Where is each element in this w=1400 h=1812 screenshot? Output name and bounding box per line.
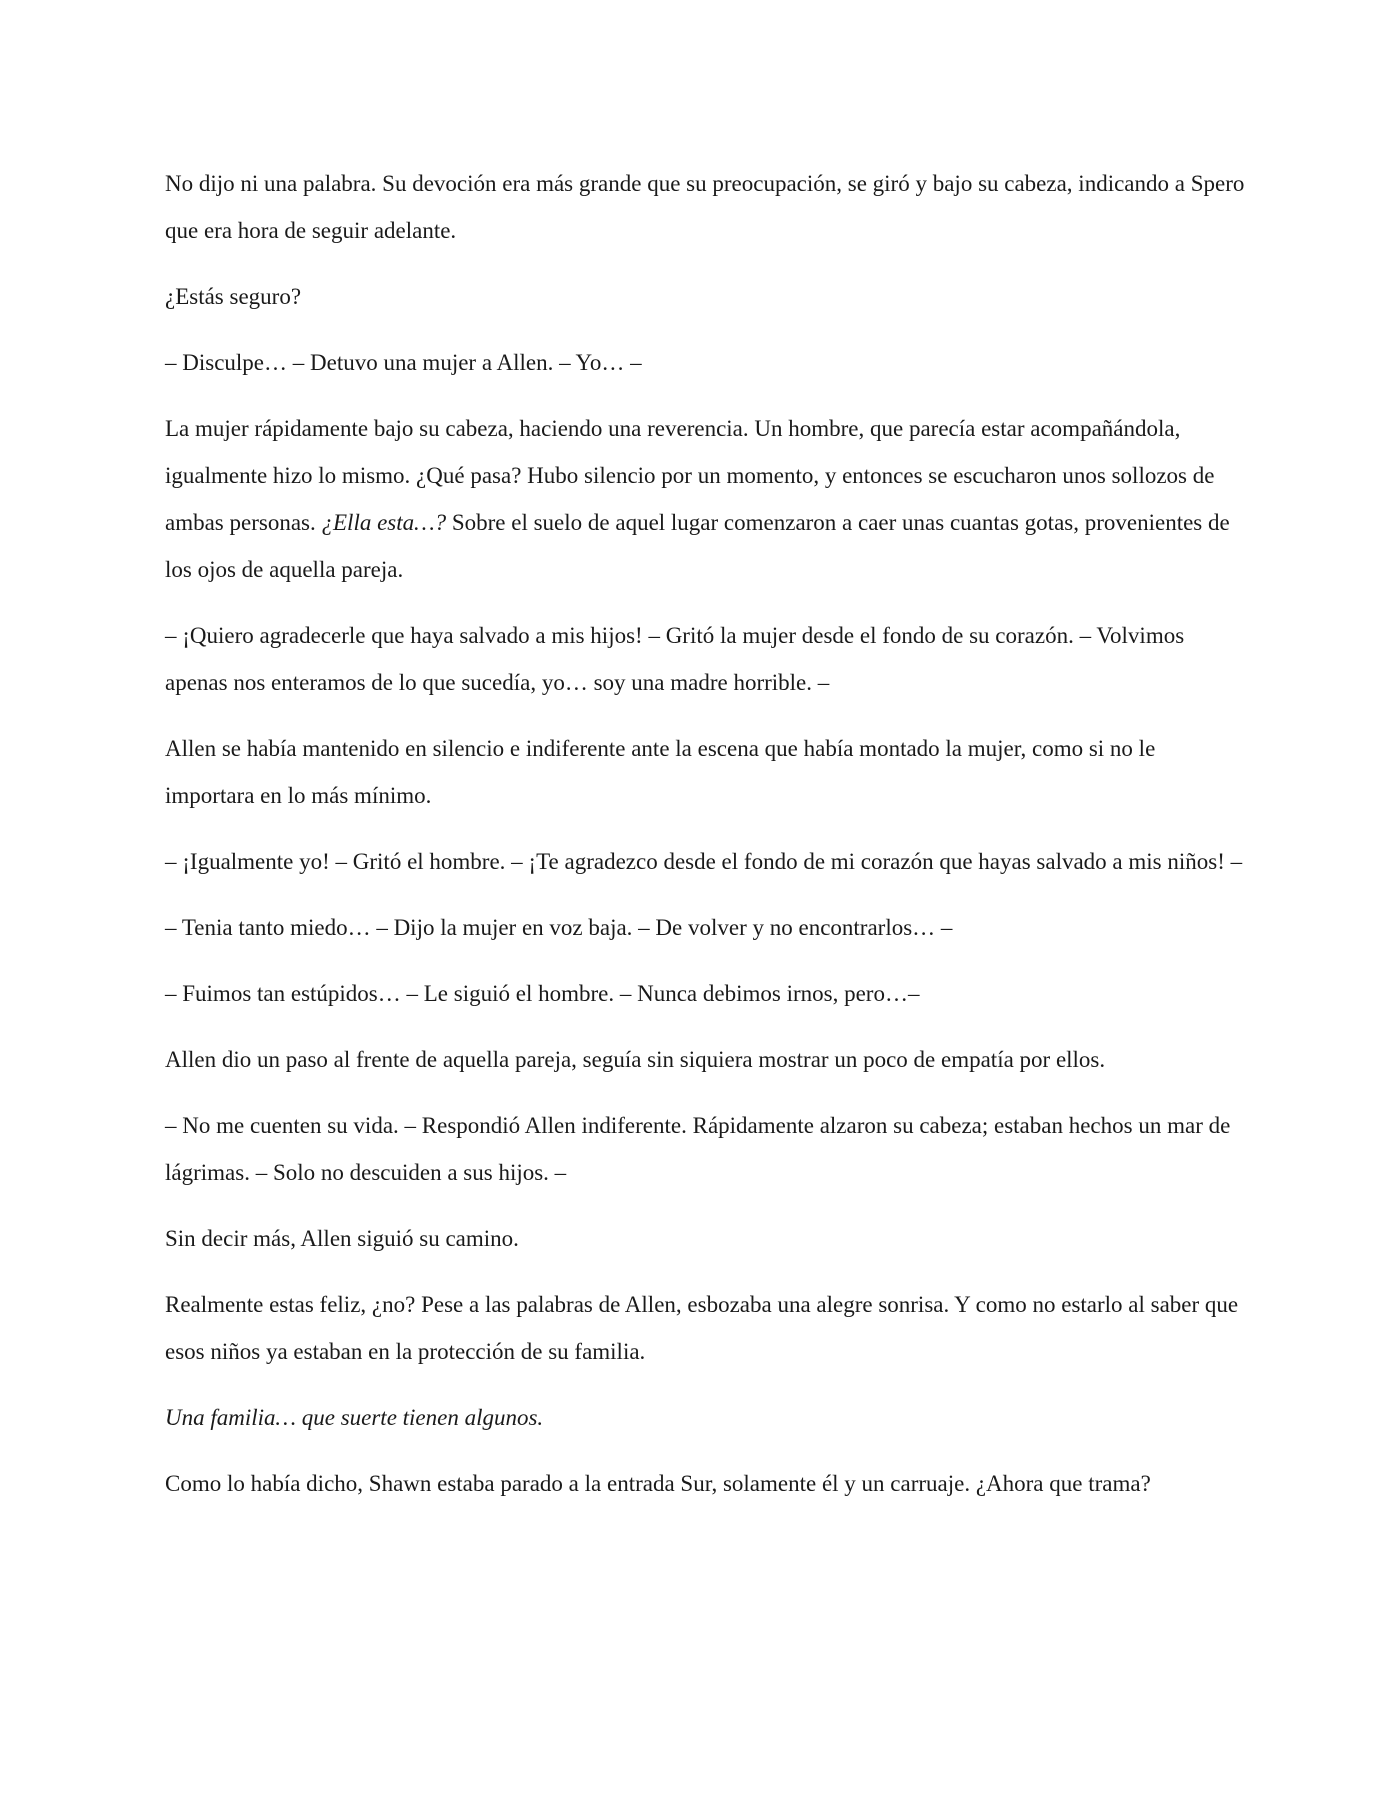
paragraph-text: – Disculpe… – Detuvo una mujer a Allen. – Yo… – (165, 350, 642, 375)
paragraph-text: La mujer rápidamente bajo su cabeza, haciendo una reverencia. Un hombre, que parecía estar acompañándola, igualmente hizo lo mismo. ¿Qué pasa? Hubo silencio por un momento, y entonces se escucharon unos sollozos de ambas personas. (165, 416, 1215, 535)
paragraph (165, 273, 1245, 320)
paragraph-text: – ¡Igualmente yo! – Gritó el hombre. – ¡Te agradezco desde el fondo de mi corazón que hayas salvado a mis niños! – (165, 849, 1243, 874)
paragraph-text: No dijo ni una palabra. Su devoción era más grande que su preocupación, se giró y bajo su cabeza, indicando a Spero que era hora de seguir adelante. (165, 171, 1245, 243)
paragraph-text: Realmente estas feliz, ¿no? Pese a las palabras de Allen, esbozaba una alegre sonrisa. Y como no estarlo al saber que esos niños ya estaban en la protección de su familia. (165, 1292, 1239, 1364)
paragraph (165, 405, 1245, 593)
paragraph-text: Como lo había dicho, Shawn estaba parado a la entrada Sur, solamente él y un carruaje. ¿Ahora que trama? (165, 1471, 1151, 1496)
paragraph-text: Sin decir más, Allen siguió su camino. (165, 1226, 519, 1251)
paragraph-italic-text: Una familia… que suerte tienen algunos. (165, 1405, 544, 1430)
paragraph-text: Sobre el suelo de aquel lugar comenzaron a caer unas cuantas gotas, provenientes de los ojos de aquella pareja. (165, 510, 1230, 582)
paragraph (165, 612, 1245, 706)
paragraph (165, 1215, 1245, 1262)
paragraph (165, 1394, 1245, 1441)
paragraph-italic-text: ¿Ella esta…? (321, 510, 447, 535)
paragraph-text: – ¡Quiero agradecerle que haya salvado a mis hijos! – Gritó la mujer desde el fondo de su corazón. – Volvimos apenas nos enteramos de lo que sucedía, yo… soy una madre horrible. – (165, 623, 1185, 695)
paragraph-text: ¿Estás seguro? (165, 284, 302, 309)
paragraph-text: Allen dio un paso al frente de aquella pareja, seguía sin siquiera mostrar un poco de empatía por ellos. (165, 1047, 1106, 1072)
paragraph (165, 1281, 1245, 1375)
paragraph (165, 339, 1245, 386)
paragraph-text: – Tenia tanto miedo… – Dijo la mujer en voz baja. – De volver y no encontrarlos… – (165, 915, 953, 940)
paragraph (165, 838, 1245, 885)
paragraph-text: – No me cuenten su vida. – Respondió Allen indiferente. Rápidamente alzaron su cabeza; estaban hechos un mar de lágrimas. – Solo no descuiden a sus hijos. – (165, 1113, 1231, 1185)
paragraph (165, 160, 1245, 254)
paragraph (165, 904, 1245, 951)
paragraph (165, 1460, 1245, 1507)
document-body (165, 160, 1245, 1526)
paragraph-text: Allen se había mantenido en silencio e indiferente ante la escena que había montado la mujer, como si no le importara en lo más mínimo. (165, 736, 1156, 808)
paragraph (165, 725, 1245, 819)
paragraph (165, 970, 1245, 1017)
paragraph-text: – Fuimos tan estúpidos… – Le siguió el hombre. – Nunca debimos irnos, pero…– (165, 981, 920, 1006)
paragraph (165, 1102, 1245, 1196)
paragraph (165, 1036, 1245, 1083)
